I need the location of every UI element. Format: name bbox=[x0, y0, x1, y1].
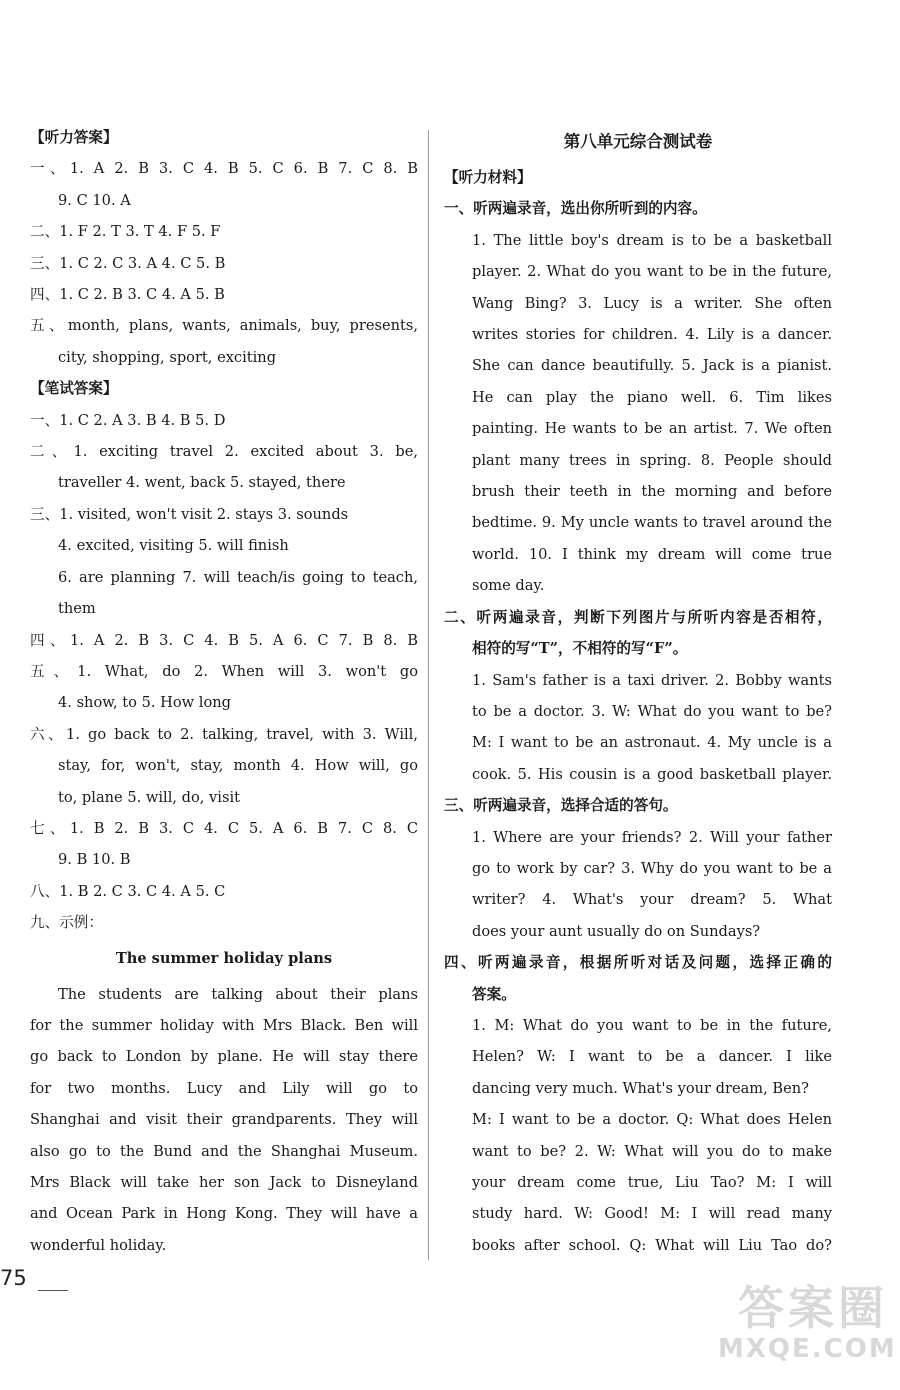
text-line: them bbox=[58, 600, 96, 618]
unit-test-title: 第八单元综合测试卷 bbox=[563, 132, 713, 151]
text-line: 七、1. B 2. B 3. C 4. C 5. A 6. B 7. C 8. C bbox=[30, 819, 418, 837]
text-line: 五、month, plans, wants, animals, buy, presents, bbox=[30, 317, 418, 335]
text-line: to be a doctor. 3. W: What do you want to be? bbox=[472, 702, 832, 720]
page-number: 75 bbox=[0, 1266, 27, 1290]
text-line: traveller 4. went, back 5. stayed, there bbox=[58, 474, 346, 492]
text-line: brush their teeth in the morning and before bbox=[472, 483, 832, 501]
text-line: 四、听两遍录音，根据所听对话及问题，选择正确的 bbox=[444, 954, 832, 972]
watermark-logo bbox=[718, 1281, 897, 1372]
text-line: He can play the piano well. 6. Tim likes bbox=[472, 388, 832, 406]
text-line: 1. The little boy's dream is to be a basketball bbox=[472, 231, 832, 249]
text-line: 一、1. C 2. A 3. B 4. B 5. D bbox=[30, 411, 226, 429]
text-line: writer? 4. What's your dream? 5. What bbox=[472, 891, 832, 909]
text-line: 1. M: What do you want to be in the future, bbox=[472, 1016, 832, 1034]
text-line: 三、听两遍录音，选择合适的答句。 bbox=[444, 797, 678, 815]
text-line: your dream come true, Liu Tao? M: I will bbox=[472, 1174, 832, 1191]
text-line: 【听力答案】 bbox=[30, 129, 118, 146]
watermark-cn: 答案圈 bbox=[738, 1281, 888, 1335]
text-line: 六、1. go back to 2. talking, travel, with 3. Will, bbox=[30, 725, 418, 743]
text-line: 一、1. A 2. B 3. C 4. B 5. C 6. B 7. C 8. B bbox=[30, 160, 418, 178]
text-line: 4. excited, visiting 5. will finish bbox=[58, 537, 289, 555]
text-line: 四、1. A 2. B 3. C 4. B 5. A 6. C 7. B 8. B bbox=[30, 631, 418, 649]
page-number-dash bbox=[38, 1290, 68, 1291]
text-line: also go to the Bund and the Shanghai Museum. bbox=[30, 1142, 418, 1160]
watermark-en: MXQE.COM bbox=[718, 1334, 897, 1364]
text-line: 1. Where are your friends? 2. Will your father bbox=[472, 828, 832, 846]
text-line: 1. Sam's father is a taxi driver. 2. Bobby wants bbox=[472, 671, 832, 689]
text-line: 4. show, to 5. How long bbox=[58, 694, 231, 712]
text-line: 相符的写“T”，不相符的写“F”。 bbox=[472, 640, 688, 658]
text-line: 九、示例： bbox=[30, 914, 103, 932]
text-line: 9. C 10. A bbox=[58, 191, 131, 209]
text-line: The students are talking about their plans bbox=[58, 985, 418, 1003]
text-line: 答案。 bbox=[472, 985, 516, 1003]
text-line: and Ocean Park in Hong Kong. They will have a bbox=[30, 1205, 418, 1223]
text-line: 9. B 10. B bbox=[58, 851, 131, 869]
text-line: 【听力材料】 bbox=[444, 169, 532, 186]
essay-title: The summer holiday plans bbox=[115, 949, 333, 967]
text-line: 五、1. What, do 2. When will 3. won't go bbox=[30, 662, 418, 680]
text-line: city, shopping, sport, exciting bbox=[58, 348, 277, 366]
text-line: some day. bbox=[472, 577, 545, 595]
text-line: world. 10. I think my dream will come true bbox=[472, 545, 832, 563]
right-column bbox=[444, 122, 832, 1261]
listening-material-lines bbox=[444, 162, 832, 1261]
text-line: 一、听两遍录音，选出你所听到的内容。 bbox=[444, 200, 707, 218]
text-line: She can dance beautifully. 5. Jack is a pianist. bbox=[472, 357, 832, 375]
text-line: Wang Bing? 3. Lucy is a writer. She often bbox=[472, 294, 832, 312]
text-line: go back to London by plane. He will stay there bbox=[30, 1048, 418, 1066]
text-line: cook. 5. His cousin is a good basketball player. bbox=[472, 765, 832, 783]
text-line: 八、1. B 2. C 3. C 4. A 5. C bbox=[30, 882, 226, 900]
text-line: 二、1. F 2. T 3. T 4. F 5. F bbox=[30, 223, 221, 241]
text-line: for two months. Lucy and Lily will go to bbox=[30, 1079, 418, 1097]
text-line: for the summer holiday with Mrs Black. Ben will bbox=[30, 1016, 418, 1034]
text-line: plant many trees in spring. 8. People should bbox=[472, 451, 832, 469]
text-line: bedtime. 9. My uncle wants to travel around the bbox=[472, 514, 832, 532]
text-line: go to work by car? 3. Why do you want to be a bbox=[472, 859, 832, 877]
text-line: 二、听两遍录音，判断下列图片与所听内容是否相符， bbox=[444, 608, 832, 626]
text-line: Shanghai and visit their grandparents. They will bbox=[30, 1111, 418, 1129]
text-line: Mrs Black will take her son Jack to Disneyland bbox=[30, 1174, 418, 1191]
text-line: 二、1. exciting travel 2. excited about 3. be, bbox=[30, 443, 418, 461]
answer-key-lines bbox=[30, 122, 418, 939]
text-line: M: I want to be a doctor. Q: What does Helen bbox=[472, 1111, 832, 1129]
text-line: books after school. Q: What will Liu Tao do? bbox=[472, 1236, 832, 1254]
text-line: M: I want to be an astronaut. 4. My uncle is a bbox=[472, 734, 832, 752]
essay-body bbox=[30, 979, 418, 1262]
text-line: does your aunt usually do on Sundays? bbox=[472, 922, 761, 940]
text-line: to, plane 5. will, do, visit bbox=[58, 788, 240, 806]
text-line: want to be? 2. W: What will you do to make bbox=[472, 1142, 832, 1160]
text-line: writes stories for children. 4. Lily is a dancer. bbox=[472, 326, 832, 344]
text-line: wonderful holiday. bbox=[30, 1236, 167, 1254]
text-line: 6. are planning 7. will teach/is going to teach, bbox=[58, 568, 418, 586]
text-line: player. 2. What do you want to be in the future, bbox=[472, 263, 832, 281]
text-line: dancing very much. What's your dream, Ben? bbox=[472, 1079, 809, 1097]
left-column bbox=[30, 122, 418, 1261]
text-line: Helen? W: I want to be a dancer. I like bbox=[472, 1048, 832, 1066]
text-line: stay, for, won't, stay, month 4. How will, go bbox=[58, 757, 418, 775]
column-divider bbox=[428, 130, 429, 1260]
text-line: 三、1. visited, won't visit 2. stays 3. sounds bbox=[30, 505, 349, 523]
text-line: 【笔试答案】 bbox=[30, 380, 118, 398]
text-line: painting. He wants to be an artist. 7. We often bbox=[472, 420, 832, 438]
text-line: 三、1. C 2. C 3. A 4. C 5. B bbox=[30, 254, 226, 272]
text-line: study hard. W: Good! M: I will read many bbox=[472, 1205, 832, 1223]
text-line: 四、1. C 2. B 3. C 4. A 5. B bbox=[30, 286, 225, 304]
